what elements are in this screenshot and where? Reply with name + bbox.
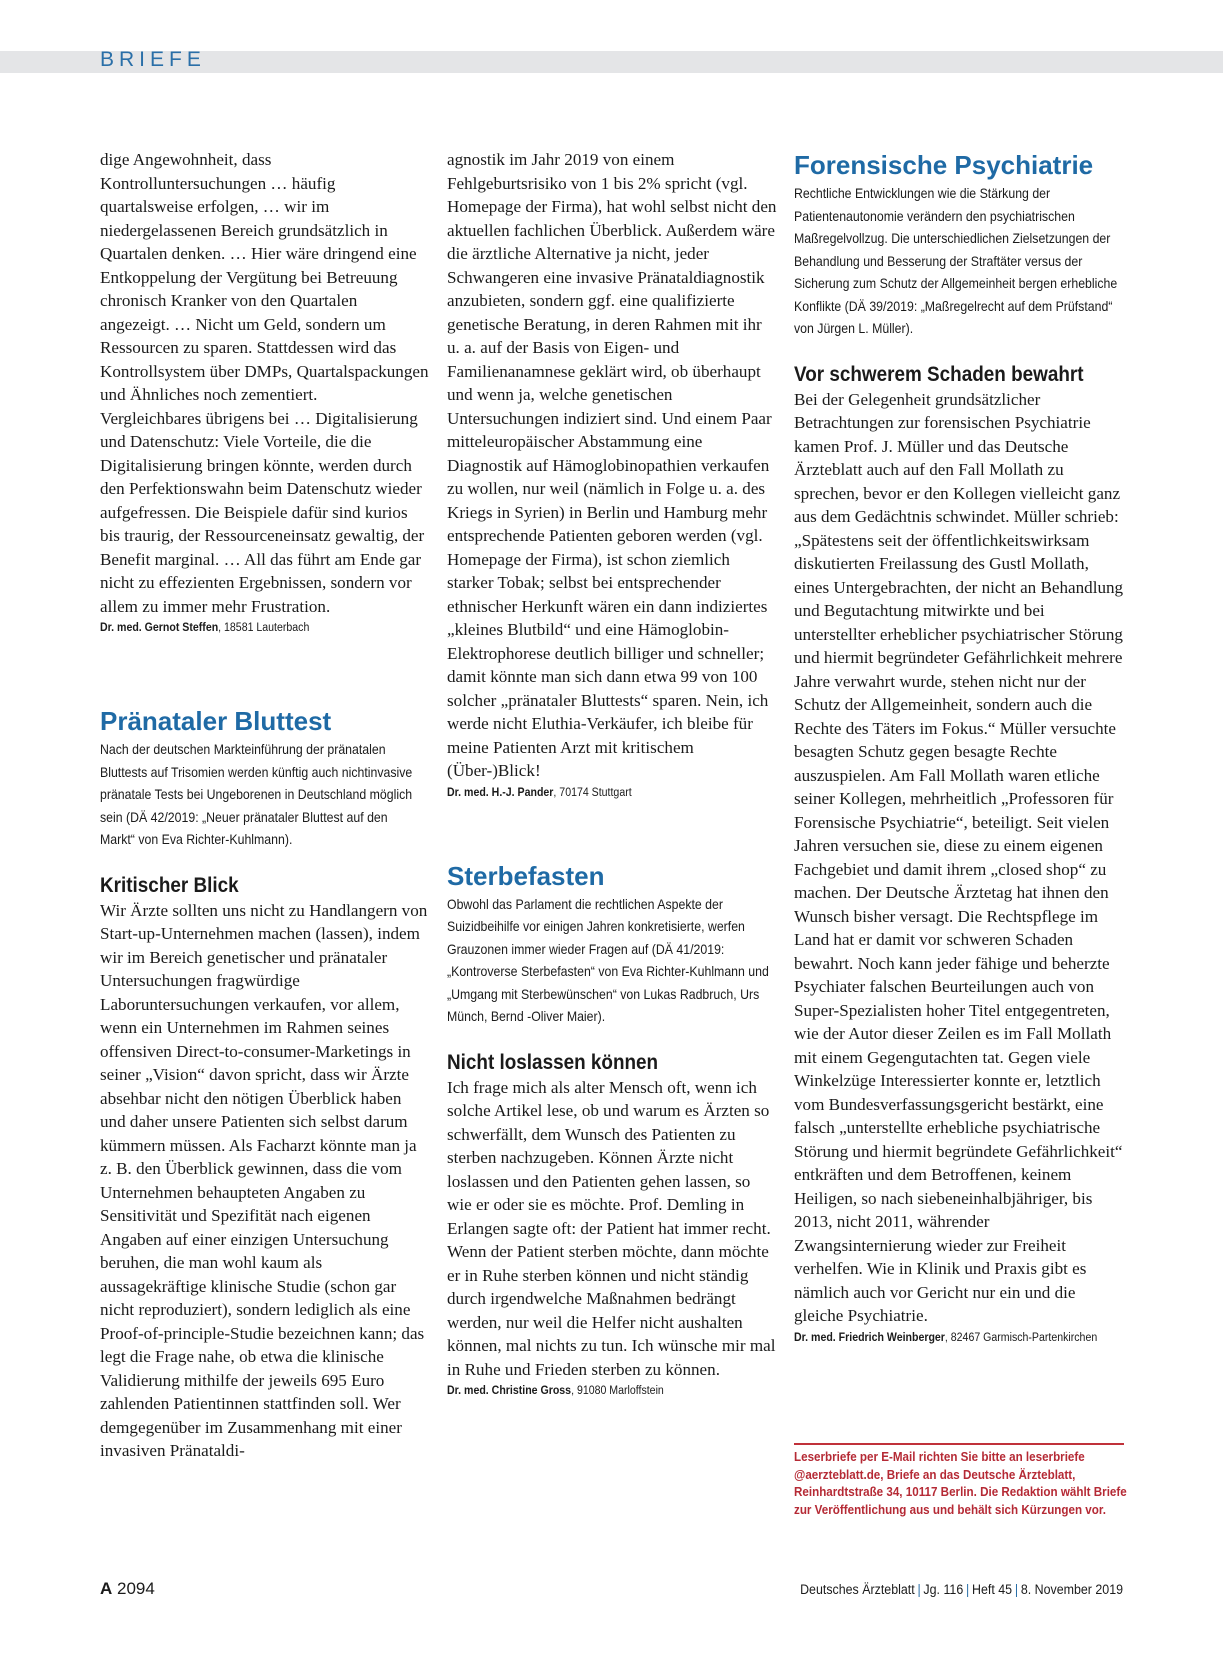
topic-heading: Sterbefasten [447, 860, 605, 891]
letter-heading: Kritischer Blick [100, 873, 239, 897]
author-place: , 18581 Lauterbach [218, 622, 310, 634]
submission-notice-text: Leserbriefe per E-Mail richten Sie bitte an leserbriefe @aerzteblatt.de, Briefe an das Deutsche Ärzteblatt, Reinhardtstraße 34, 10117 Berlin. Die Redaktion wählt Briefe zur Veröffentlichung aus und behält sich Kürzungen vor. [794, 1450, 1127, 1517]
footer-separator: | [966, 1582, 970, 1597]
author-place: , 82467 Garmisch-Partenkirchen [944, 1331, 1098, 1344]
topic-heading: Pränataler Bluttest [100, 706, 332, 736]
author-place: , 70174 Stuttgart [553, 786, 632, 799]
letter-body: Wir Ärzte sollten uns nicht zu Handlangern von Start-up-Unternehmen machen (lassen), indem wir im Bereich genetischer und pränataler Untersuchungen fragwürdige Laboruntersuchungen verkaufen, vor allem, wenn ein Unternehmen im Rahmen seines offensiven Direct-to-consumer-Marketings in seiner „Vision“ davon spricht, dass wir Ärzte absehbar nicht den nötigen Überblick haben und daher unsere Patienten sich selbst darum kümmern müssen. Als Facharzt könnte man ja z. B. den Überblick gewinnen, dass die vom Unternehmen behaupteten Angaben zu Sensitivität und Spezifität nach eigenen Angaben auf einer einzigen Untersuchung beruhen, die man wohl kaum als aussagekräftige klinische Studie (schon gar nicht reproduziert), sondern lediglich als eine Proof-of-principle-Studie bezeichnen kann; das legt die Frage nahe, ob etwa die klinische Validierung mithilfe der jeweils 695 Euro zahlenden Patientinnen stattfinden soll. Wer demgegenüber im Zusammenhang mit einer invasiven Pränataldi- [100, 900, 428, 1460]
letter-heading: Nicht loslassen können [447, 1050, 659, 1074]
author-name: Dr. med. H.-J. Pander [447, 786, 554, 799]
page-number [100, 1579, 155, 1599]
journal-date: 8. November 2019 [1020, 1582, 1123, 1597]
letter-signature [447, 1384, 751, 1399]
column-1 [100, 148, 430, 1463]
letter-body: Bei der Gelegenheit grundsätzlicher Betrachtungen zur forensischen Psychiatrie kamen Prof. J. Müller und das Deutsche Ärzteblatt auch auf den Fall Mollath zu sprechen, bevor er den Kollegen vielleicht ganz aus dem Gedächtnis schwindet. Müller schrieb: „Spätestens seit der öffentlichkeitswirksam diskutierten Freilassung des Gustl Mollath, eines Untergebrachten, der nicht an Behandlung und Begutachtung mitwirkte und bei unterstellter erheblicher psychiatrischer Störung und hiermit begründeter Gefährlichkeit mehrere Jahre verwahrt wurde, stehen nicht nur der Schutz der Allgemeinheit, sondern auch die Rechte des Täters im Fokus.“ Müller versuchte besagten Schutz gegen besagte Rechte auszuspielen. Am Fall Mollath waren etliche seiner Kollegen, mehrheitlich „Professoren für Forensische Psychiatrie“, beteiligt. Seit vielen Jahren versuchen sie, diese zu einem eigenen Fachgebiet und damit ihrem „closed shop“ zu machen. Der Deutsche Ärztetag hat ihnen den Wunsch bisher versagt. Die Rechtspflege im Land hat er damit vor schweren Schaden bewahrt. Noch kann jeder fähige und beherzte Psychiater falschen Beurteilungen auch von Super-Spezialisten hoher Titel entgegentreten, wie der Autor dieser Zeilen es im Fall Mollath mit einem Gegengutachten tat. Gegen viele Winkelzüge Interessierter konnte er, letztlich vom Bundesverfassungsgericht bestärkt, eine falsch „unterstellte erhebliche psychiatrische Störung und hiermit begründete Gefährlichkeit“ entkräften und dem Betroffenen, keinem Heiligen, so nach siebeneinhalbjähriger, bis 2013, nicht 2011, währender Zwangsinternierung wieder zur Freiheit verhelfen. Wie in Klinik und Praxis gibt es nämlich auch vor Gericht nur ein und die gleiche Psychiatrie. [794, 389, 1124, 1325]
author-place: , 91080 Marloffstein [571, 1385, 664, 1397]
page-number-value: 2094 [117, 1579, 155, 1598]
footer-separator: | [917, 1582, 921, 1597]
author-name: Dr. med. Gernot Steffen [100, 622, 219, 634]
journal-volume: Jg. 116 [923, 1582, 964, 1597]
page-prefix: A [100, 1579, 113, 1598]
journal-name: Deutsches Ärzteblatt [800, 1582, 915, 1597]
letter-body-paragraph: Vergleichbares übrigens bei … Digitalisierung und Datenschutz: Viele Vorteile, die die Digitalisierung bringen könnte, werden durch den Perfektionswahn beim Datenschutz wieder aufgefressen. Die Beispiele dafür sind kurios bis traurig, der Ressourceneinsatz gewaltig, der Benefit marginal. … All das führt am Ende gar nicht zu effezienten Ergebnissen, sondern vor allem zu immer mehr Frustration. [100, 408, 425, 616]
footer-separator: | [1014, 1582, 1019, 1597]
author-name: Dr. med. Christine Gross [447, 1385, 572, 1397]
letter-signature [100, 621, 404, 636]
topic-intro: Nach der deutschen Markteinführung der pränatalen Bluttests auf Trisomien werden künftig auch nichtinvasive pränatale Tests bei Ungeborenen in Deutschland möglich sein (DÄ 42/2019: „Neuer pränataler Bluttest auf den Markt“ von Eva Richter-Kuhlmann). [100, 741, 413, 847]
topic-intro: Obwohl das Parlament die rechtlichen Aspekte der Suizidbeihilfe vor einigen Jahren konkretisierte, werfen Grauzonen immer wieder Fragen auf (DÄ 41/2019: „Kontroverse Sterbefasten“ von Eva Richter-Kuhlmann und „Umgang mit Sterbewünschen“ von Lukas Radbruch, Urs Münch, Bernd -Oliver Maier). [447, 895, 769, 1024]
column-3 [794, 150, 1124, 1346]
topic-heading: Forensische Psychiatrie [794, 150, 1094, 180]
letter-body: dige Angewohnheit, dass Kontrolluntersuchungen … häufig quartalsweise erfolgen, … wir im niedergelassenen Bereich grundsätzlich in Quartalen denken. … Hier wäre dringend eine Entkoppelung der Vergütung bei Betreuung chronisch Kranker von den Quartalen angezeigt. … Nicht um Geld, sondern um Ressourcen zu sparen. Stattdessen wird das Kontrollsystem über DMPs, Quartalspackungen und Ähnliches noch zementiert. [100, 150, 429, 404]
letter-heading: Vor schwerem Schaden bewahrt [794, 362, 1084, 386]
letter-signature [794, 1331, 1098, 1346]
letter-body-continued: agnostik im Jahr 2019 von einem Fehlgeburtsrisiko von 1 bis 2% spricht (vgl. Homepage der Firma), hat wohl selbst nicht den aktuellen fachlichen Überblick. Außerdem wäre die ärztliche Alternative ja nicht, jeder Schwangeren eine invasive Pränataldiagnostik anzubieten, sondern ggf. eine qualifizierte genetische Beratung, in deren Rahmen mit ihr u. a. auf der Basis von Eigen- und Familienanamnese geklärt wird, ob überhaupt und wenn ja, welche genetischen Untersuchungen indiziert sind. Und einem Paar mitteleuropäischer Abstammung eine Diagnostik auf Hämoglobinopathien verkaufen zu wollen, nur weil (nämlich in Folge u. a. des Kriegs in Syrien) in Berlin und Hamburg mehr entsprechende Patienten geboren werden (vgl. Homepage der Firma), ist schon ziemlich starker Tobak; selbst bei entsprechender ethnischer Herkunft wären ein dann indiziertes „kleines Blutbild“ und eine Hämoglobin-Elektrophorese deutlich billiger und schneller; damit könnte man sich dann etwa 99 von 100 solcher „pränataler Bluttests“ sparen. Nein, ich werde nicht Eluthia-Verkäufer, ich bleibe für meine Patienten Arzt mit kritischem (Über-)Blick! [447, 150, 777, 780]
letter-signature [447, 786, 751, 801]
section-title: BRIEFE [100, 48, 206, 71]
column-2 [447, 148, 777, 1399]
topic-intro: Rechtliche Entwicklungen wie die Stärkung der Patientenautonomie verändern den psychiatrischen Maßregelvollzug. Die unterschiedlichen Zielsetzungen der Behandlung und Besserung der Straftäter versus der Sicherung zum Schutz der Allgemeinheit bergen erhebliche Konflikte (DÄ 39/2019: „Maßregelrecht auf dem Prüfstand“ von Jürgen L. Müller). [794, 185, 1118, 336]
journal-footer [800, 1582, 1123, 1597]
letter-body: Ich frage mich als alter Mensch oft, wenn ich solche Artikel lese, ob und warum es Ärzten so schwerfällt, dem Wunsch des Patienten zu sterben nachzugeben. Können Ärzte nicht loslassen und den Patienten gehen lassen, so wie er oder sie es möchte. Prof. Demling in Erlangen sagte oft: der Patient hat immer recht. Wenn der Patient sterben möchte, dann möchte er in Ruhe sterben können und nicht ständig durch irgendwelche Maßnahmen bedrängt werden, nur weil die Helfer nicht aushalten können, mal nichts zu tun. Ich wünsche mir mal in Ruhe und Frieden sterben zu können. [447, 1077, 776, 1379]
journal-issue: Heft 45 [972, 1582, 1013, 1597]
submission-notice [794, 1443, 1127, 1519]
author-name: Dr. med. Friedrich Weinberger [794, 1331, 945, 1344]
